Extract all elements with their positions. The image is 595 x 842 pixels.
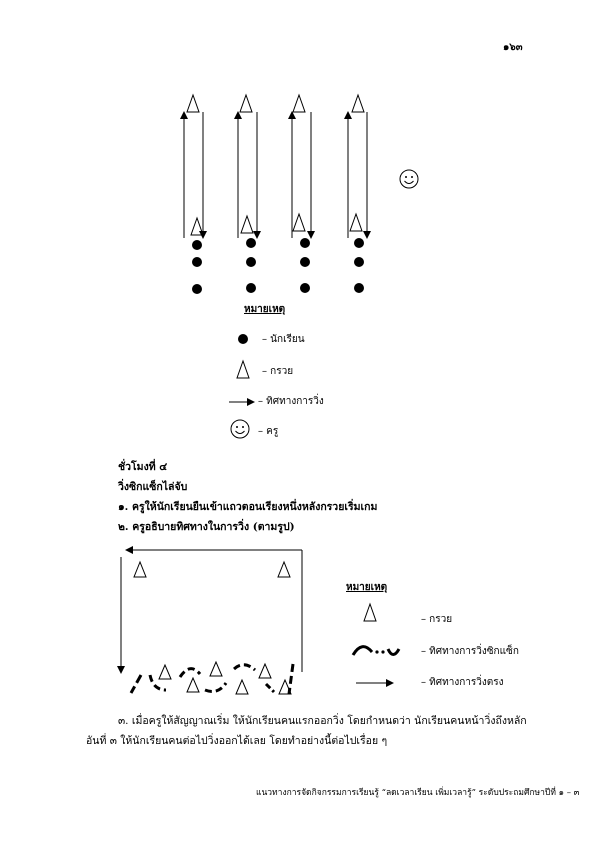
- student-dot-icon: [354, 238, 364, 248]
- legend-cone-label: – กรวย: [421, 614, 453, 625]
- lane-1: [184, 95, 203, 294]
- lane-3: [292, 95, 311, 293]
- cone-icon: [350, 214, 362, 231]
- cone-icon: [352, 95, 364, 112]
- activity-step-1: ๑. ครูให้นักเรียนยืนเข้าแถวตอนเรียงหนึ่งหลังกรวยเริ่มเกม: [118, 501, 378, 513]
- cone-icon: [293, 95, 305, 112]
- lane-2: [238, 95, 257, 293]
- activity-step-2: ๒. ครูอธิบายทิศทางในการวิ่ง (ตามรูป): [118, 521, 295, 533]
- student-dot-icon: [354, 283, 364, 293]
- cone-icon: [187, 678, 199, 692]
- cone-icon: [259, 664, 271, 678]
- zigzag-course-diagram: [121, 550, 302, 694]
- legend-student-icon: [238, 334, 248, 344]
- student-dot-icon: [192, 240, 202, 250]
- legend-cone-label: – กรวย: [262, 366, 294, 377]
- cone-icon: [187, 95, 199, 112]
- student-dot-icon: [300, 257, 310, 267]
- page-number: ๑๖๓: [503, 42, 523, 53]
- cone-icon: [241, 216, 253, 233]
- teacher-smiley-icon: [400, 170, 418, 188]
- student-dot-icon: [246, 238, 256, 248]
- cone-icon: [159, 665, 171, 679]
- footer: แนวทางการจัดกิจกรรมการเรียนรู้ “ลดเวลาเรียน เพิ่มเวลารู้” ระดับประถมศึกษาปีที่ ๑ – ๓: [256, 788, 580, 798]
- lane-4: [348, 95, 367, 293]
- student-dot-icon: [246, 283, 256, 293]
- legend-zigzag-label: – ทิศทางการวิ่งซิกแซ็ก: [421, 646, 519, 657]
- cone-icon: [240, 95, 252, 112]
- legend-title: หมายเหตุ: [346, 582, 388, 593]
- legend-teacher-label: – ครู: [258, 426, 279, 437]
- student-dot-icon: [300, 283, 310, 293]
- student-dot-icon: [354, 257, 364, 267]
- legend-teacher-smiley-icon: [231, 420, 249, 438]
- cone-icon: [293, 214, 305, 231]
- cone-icon: [191, 218, 203, 235]
- cone-icon: [278, 562, 290, 577]
- activity-subtitle: วิ่งซิกแซ็กไล่จับ: [118, 481, 188, 493]
- legend-straight-label: – ทิศทางการวิ่งตรง: [421, 677, 504, 688]
- step-3-line-2: อันที่ ๓ ให้นักเรียนคนต่อไปวิ่งออกได้เลย โดยทำอย่างนี้ต่อไปเรื่อย ๆ: [86, 735, 388, 747]
- student-dot-icon: [192, 284, 202, 294]
- legend-zigzag-icon: [353, 647, 399, 655]
- step-3-line-1: ๓. เมื่อครูให้สัญญาณเริ่ม ให้นักเรียนคนแรกออกวิ่ง โดยกำหนดว่า นักเรียนคนหน้าวิ่งถึงหลัก: [118, 715, 527, 727]
- cone-icon: [134, 562, 146, 577]
- student-dot-icon: [300, 238, 310, 248]
- legend-title: หมายเหตุ: [244, 304, 286, 315]
- legend-direction-label: – ทิศทางการวิ่ง: [258, 396, 324, 407]
- legend-student-label: – นักเรียน: [262, 334, 305, 345]
- student-dot-icon: [192, 257, 202, 267]
- activity-title: ชั่วโมงที่ ๔: [118, 461, 168, 473]
- legend-cone-icon: [364, 604, 376, 621]
- legend-cone-icon: [237, 361, 249, 378]
- cone-icon: [236, 680, 248, 694]
- student-dot-icon: [246, 257, 256, 267]
- cone-icon: [210, 662, 222, 676]
